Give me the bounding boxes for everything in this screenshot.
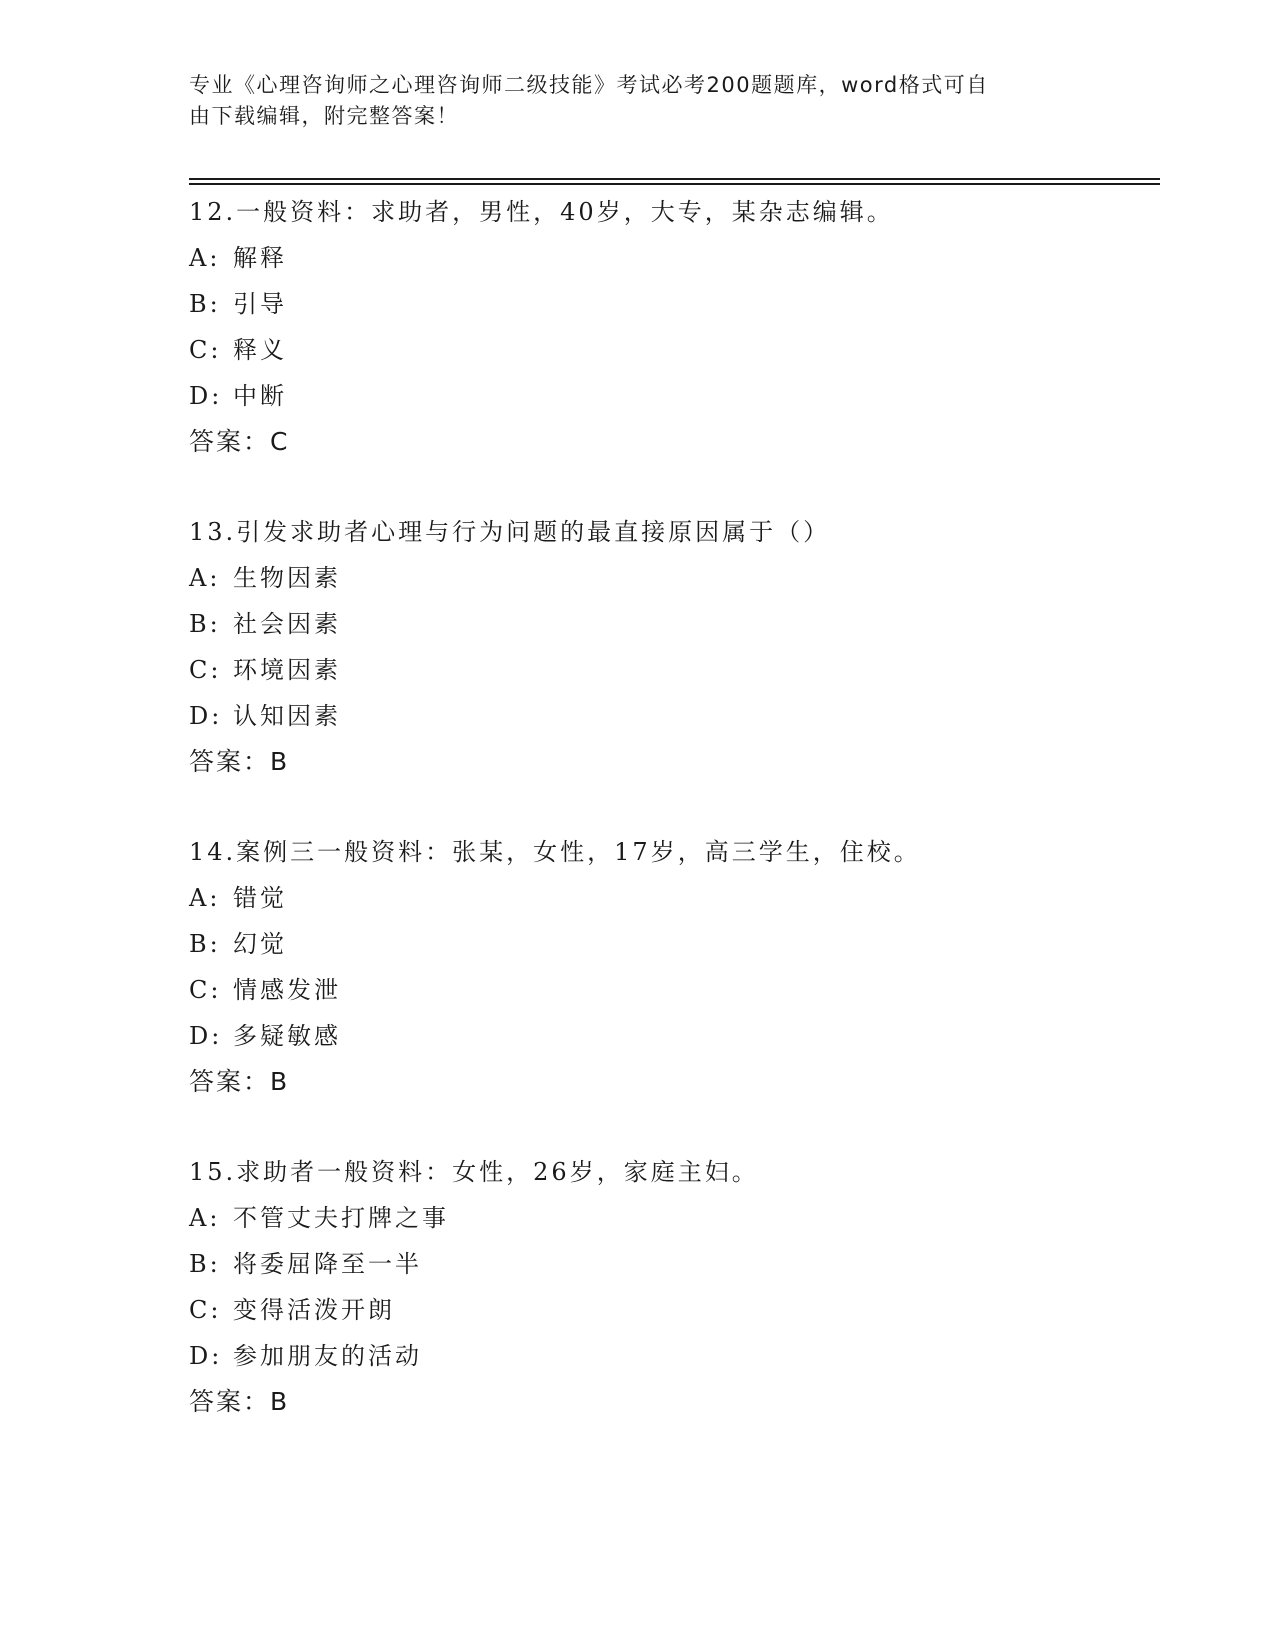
option-text: 环境因素 [233,656,341,684]
option-letter: D: [189,702,223,730]
question-title: 14.案例三一般资料：张某，女性，17岁，高三学生，住校。 [189,838,921,866]
option-c [189,327,1169,373]
question-13 [189,509,1169,785]
option-text: 中断 [233,382,287,410]
option-text: 多疑敏感 [233,1022,341,1050]
option-letter: A: [189,1204,221,1232]
option-text: 认知因素 [233,702,341,730]
option-d [189,693,1169,739]
option-c [189,647,1169,693]
option-d [189,1333,1169,1379]
option-letter: C: [189,336,222,364]
option-c [189,967,1169,1013]
option-d [189,373,1169,419]
option-text: 生物因素 [233,564,341,592]
option-text: 参加朋友的活动 [233,1342,422,1370]
answer-line: 答案：B [189,747,290,776]
question-15 [189,1149,1169,1425]
option-letter: B: [189,610,221,638]
question-title: 15.求助者一般资料：女性，26岁，家庭主妇。 [189,1158,759,1186]
option-b [189,921,1169,967]
option-a [189,235,1169,281]
option-a [189,875,1169,921]
option-text: 不管丈夫打牌之事 [233,1204,449,1232]
question-title: 13.引发求助者心理与行为问题的最直接原因属于（） [189,518,831,546]
option-letter: C: [189,656,222,684]
document-header [189,70,1089,132]
option-letter: A: [189,884,221,912]
answer-line: 答案：C [189,427,290,456]
option-letter: D: [189,1022,223,1050]
option-c [189,1287,1169,1333]
option-a [189,1195,1169,1241]
option-d [189,1013,1169,1059]
question-14 [189,829,1169,1105]
option-letter: C: [189,1296,222,1324]
option-letter: D: [189,382,223,410]
option-text: 社会因素 [233,610,341,638]
header-divider-bottom [189,183,1160,185]
option-text: 情感发泄 [233,976,341,1004]
option-b [189,1241,1169,1287]
option-text: 错觉 [233,884,287,912]
question-12 [189,189,1169,465]
header-divider-top [189,178,1160,180]
header-line-1: 专业《心理咨询师之心理咨询师二级技能》考试必考200题题库，word格式可自 [189,73,989,97]
option-text: 幻觉 [233,930,287,958]
option-text: 引导 [233,290,287,318]
option-b [189,281,1169,327]
question-title: 12.一般资料：求助者，男性，40岁，大专，某杂志编辑。 [189,198,894,226]
option-letter: B: [189,290,221,318]
option-a [189,555,1169,601]
option-text: 释义 [233,336,287,364]
option-letter: B: [189,1250,221,1278]
option-letter: C: [189,976,222,1004]
option-text: 将委屈降至一半 [233,1250,422,1278]
answer-line: 答案：B [189,1387,290,1416]
option-letter: B: [189,930,221,958]
option-letter: A: [189,244,221,272]
header-line-2: 由下载编辑，附完整答案！ [189,104,459,128]
option-text: 变得活泼开朗 [233,1296,395,1324]
option-letter: A: [189,564,221,592]
option-letter: D: [189,1342,223,1370]
answer-line: 答案：B [189,1067,290,1096]
option-b [189,601,1169,647]
option-text: 解释 [233,244,287,272]
